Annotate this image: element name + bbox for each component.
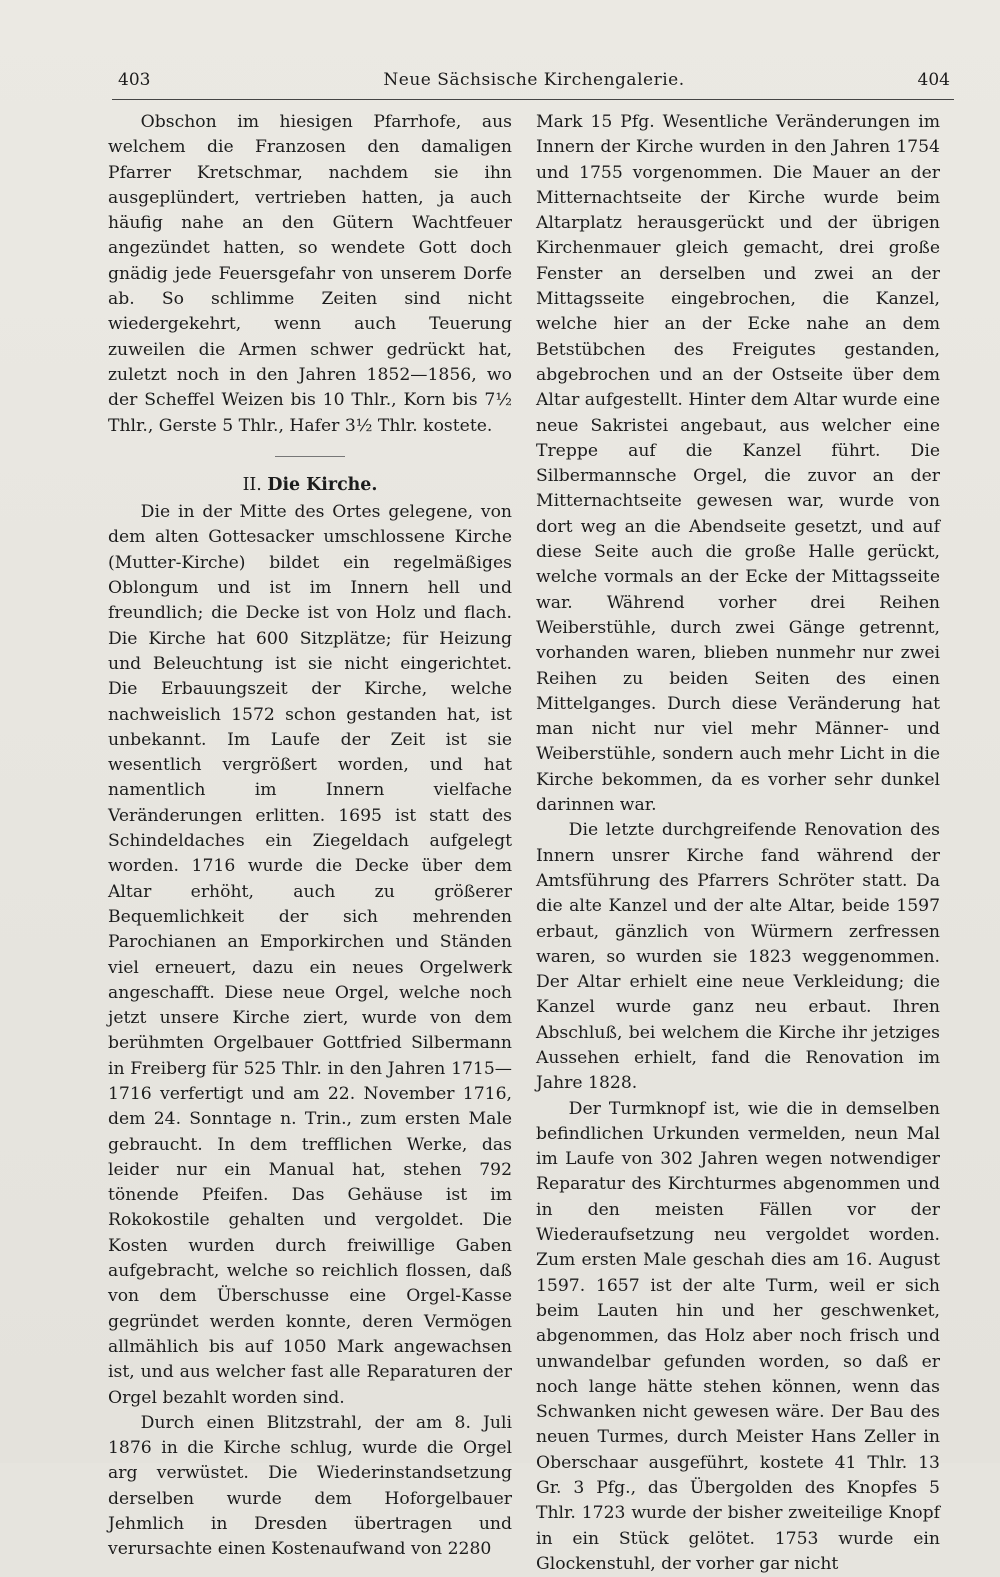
running-title: Neue Sächsische Kirchengalerie. — [383, 70, 685, 90]
paragraph-lightning-strike: Durch einen Blitzstrahl, der am 8. Juli 1876 in die Kirche schlug, wurde die Orgel arg verwüstet. Die Wiederinstandsetzung derselben wurde dem Hoforgelbauer Jehmlich in Dresden übertragen und verursachte einen Kostenaufwand von 2280 — [108, 1412, 512, 1560]
header-rule — [112, 99, 954, 100]
section-heading — [108, 473, 512, 498]
running-header — [118, 70, 950, 96]
section-separator — [275, 456, 345, 457]
paragraph-war-times: Obschon im hiesigen Pfarrhofe, aus welchem die Franzosen den damaligen Pfarrer Kretschmar, nachdem sie ihn ausgeplündert, vertrieben hatten, ja auch häufig nahe an den Gütern Wachtfeuer angezündet hatten, so wendete Gott doch gnädig jede Feuersgefahr von unserem Dorfe ab. So schlimme Zeiten sind nicht wiedergekehrt, wenn auch Teuerung zuweilen die Armen schwer gedrückt hat, zuletzt noch in den Jahren 1852—1856, wo der Scheffel Weizen bis 10 Thlr., Korn bis 7½ Thlr., Gerste 5 Thlr., Hafer 3½ Thlr. kostete. — [108, 112, 512, 436]
paragraph-church-description: Die in der Mitte des Ortes gelegene, von dem alten Gottesacker umschlossene Kirche (Mutter-Kirche) bildet ein regelmäßiges Oblongum und ist im Innern hell und freundlich; die Decke ist von Holz und flach. Die Kirche hat 600 Sitzplätze; für Heizung und Beleuchtung ist sie nicht eingerichtet. Die Erbauungszeit der Kirche, welche nachweislich 1572 schon gestanden hat, ist unbekannt. Im Laufe der Zeit ist sie wesentlich vergrößert worden, und hat namentlich im Innern vielfache Veränderungen erlitten. 1695 ist statt des Schindeldaches ein Ziegeldach aufgelegt worden. 1716 wurde die Decke über dem Altar erhöht, auch zu größerer Bequemlichkeit der sich mehrenden Parochianen an Emporkirchen und Ständen viel erneuert, dazu ein neues Orgelwerk angeschafft. Diese neue Orgel, welche noch jetzt unsere Kirche ziert, wurde von dem berühmten Orgelbauer Gottfried Silbermann in Freiberg für 525 Thlr. in den Jahren 1715—1716 verfertigt und am 22. November 1716, dem 24. Sonntage n. Trin., zum ersten Male gebraucht. In dem trefflichen Werke, das leider nur ein Manual hat, stehen 792 tönende Pfeifen. Das Gehäuse ist im Rokokostile gehalten und vergoldet. Die Kosten wurden durch freiwillige Gaben aufgebracht, welche so reichlich flossen, daß von dem Überschusse eine Orgel-Kasse gegründet werden konnte, deren Vermögen allmählich bis auf 1050 Mark angewachsen ist, und aus welcher fast alle Reparaturen der Orgel bezahlt worden sind. — [108, 502, 512, 1408]
page-number-right: 404 — [917, 70, 950, 90]
paragraph-alterations: Mark 15 Pfg. Wesentliche Veränderungen im Innern der Kirche wurden in den Jahren 1754 und 1755 vorgenommen. Die Mauer an der Mitternachtseite der Kirche wurde beim Altarplatz herausgerückt und der übrigen Kirchenmauer gleich gemacht, drei große Fenster an derselben und zwei an der Mittagsseite eingebrochen, die Kanzel, welche hier an der Ecke nahe an dem Betstübchen des Freigutes gestanden, abgebrochen und an der Ostseite über dem Altar aufgestellt. Hinter dem Altar wurde eine neue Sakristei angebaut, aus welcher eine Treppe auf die Kanzel führt. Die Silbermannsche Orgel, die zuvor an der Mitternachtseite gewesen war, wurde von dort weg an die Abendseite gesetzt, und auf diese Seite auch die große Halle gerückt, welche vormals an der Ecke der Mittagsseite war. Während vorher drei Reihen Weiberstühle, durch zwei Gänge getrennt, vorhanden waren, blieben nunmehr nur zwei Reihen zu beiden Seiten des einen Mittelganges. Durch diese Veränderung hat man nicht nur viel mehr Männer- und Weiberstühle, sondern auch mehr Licht in die Kirche bekommen, da es vorher sehr dunkel darinnen war. — [536, 112, 940, 816]
section-number: II. — [242, 474, 262, 495]
left-column — [108, 110, 512, 1563]
paragraph-tower-knob: Der Turmknopf ist, wie die in demselben befindlichen Urkunden vermelden, neun Mal im Laufe von 302 Jahren wegen notwendiger Reparatur des Kirchturmes abgenommen und in den meisten Fällen vor der Wiederaufsetzung neu vergoldet worden. Zum ersten Male geschah dies am 16. August 1597. 1657 ist der alte Turm, weil er sich beim Lauten hin und her geschwenket, abgenommen, das Holz aber noch frisch und unwandelbar gefunden worden, so daß er noch lange hätte stehen können, wenn das Schwanken nicht gewesen wäre. Der Bau des neuen Turmes, durch Meister Hans Zeller in Oberschaar ausgeführt, kostete 41 Thlr. 13 Gr. 3 Pfg., das Übergolden des Knopfes 5 Thlr. 1723 wurde der bisher zweiteilige Knopf in ein Stück gelötet. 1753 wurde ein Glockenstuhl, der vorher gar nicht — [536, 1098, 940, 1574]
page-number-left: 403 — [118, 70, 151, 90]
right-column — [536, 110, 940, 1577]
section-title: Die Kirche. — [267, 474, 378, 495]
paragraph-renovation: Die letzte durchgreifende Renovation des Innern unsrer Kirche fand während der Amtsführung des Pfarrers Schröter statt. Da die alte Kanzel und der alte Altar, beide 1597 erbaut, gänzlich von Würmern zerfressen waren, so wurden sie 1823 weggenommen. Der Altar erhielt eine neue Verkleidung; die Kanzel wurde ganz neu erbaut. Ihren Abschluß, bei welchem die Kirche ihr jetziges Aussehen erhielt, fand die Renovation im Jahre 1828. — [536, 820, 940, 1094]
